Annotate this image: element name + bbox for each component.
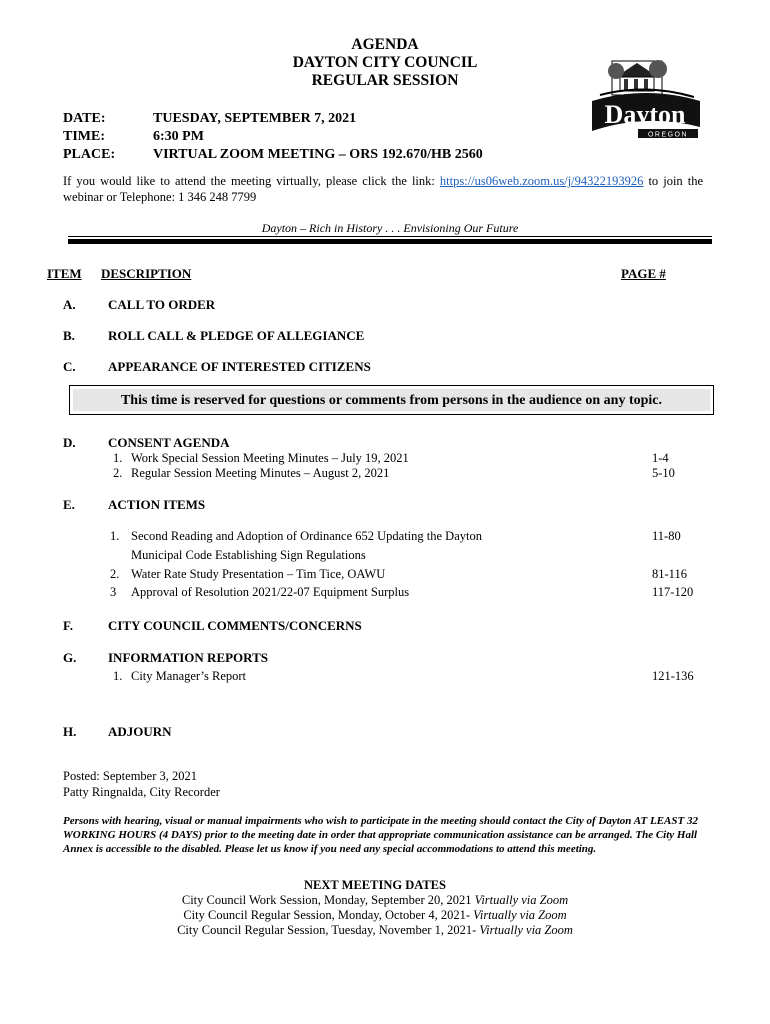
list-item-number: 2. (113, 466, 123, 480)
dayton-logo (590, 55, 702, 141)
time-value: 6:30 PM (153, 129, 204, 144)
meeting-description: City Council Regular Session, Tuesday, November 1, 2021- (177, 923, 480, 937)
citizens-note-box (69, 385, 714, 415)
meeting-line (0, 893, 750, 908)
item-letter: H. (63, 724, 77, 739)
page-ref: 81-116 (652, 567, 687, 581)
column-page: PAGE # (621, 266, 666, 281)
intro-phone: to join the webinar or Telephone: 1 346 248 7799 (63, 174, 703, 204)
meeting-mode: Virtually via Zoom (473, 908, 567, 922)
next-meetings-heading: NEXT MEETING DATES (304, 878, 446, 892)
item-consent-agenda: CONSENT AGENDA (108, 435, 230, 450)
zoom-instructions (63, 173, 703, 205)
time-label: TIME: (63, 129, 105, 144)
list-item-number: 3 (110, 585, 117, 599)
title-line-2: DAYTON CITY COUNCIL (292, 54, 478, 71)
list-item-number: 1. (113, 669, 123, 683)
meeting-line (0, 923, 750, 938)
list-item: Work Special Session Meeting Minutes – July 19, 2021 (131, 451, 409, 465)
item-action-items: ACTION ITEMS (108, 497, 206, 512)
posted-block (63, 768, 220, 800)
list-item: Water Rate Study Presentation – Tim Tice, OAWU (131, 567, 386, 581)
meeting-description: City Council Regular Session, Monday, October 4, 2021- (183, 908, 474, 922)
place-value: VIRTUAL ZOOM MEETING – ORS 192.670/HB 2560 (153, 147, 483, 162)
list-item-continued: Municipal Code Establishing Sign Regulations (131, 548, 366, 562)
item-letter: A. (63, 297, 76, 312)
page-ref: 117-120 (652, 585, 694, 599)
list-item-number: 1. (110, 529, 120, 543)
item-adjourn: ADJOURN (108, 724, 172, 739)
column-description: DESCRIPTION (101, 266, 192, 281)
accessibility-notice: Persons with hearing, visual or manual impairments who wish to participate in the meeting should contact the City of Dayton AT LEAST 32 WORKING HOURS (4 DAYS) prior to the meeting date in order that appropriate communication assistance can be arranged. The City Hall Annex is accessible to the disabled. Please let us know if you need any special accommodations to attend this meeting. (63, 815, 698, 855)
column-item: ITEM (47, 266, 82, 281)
date-label: DATE: (63, 111, 106, 126)
list-item: City Manager’s Report (131, 669, 247, 683)
title-line-1: AGENDA (351, 36, 419, 53)
page-ref: 1-4 (652, 451, 669, 465)
meeting-mode: Virtually via Zoom (474, 893, 569, 907)
page-ref: 5-10 (652, 466, 675, 480)
list-item-number: 1. (113, 451, 123, 465)
page-ref: 121-136 (652, 669, 694, 683)
meeting-description: City Council Work Session, Monday, September 20, 2021 (181, 893, 475, 907)
zoom-link[interactable]: https://us06web.zoom.us/j/94322193926 (439, 174, 644, 188)
intro-text: If you would like to attend the meeting virtually, please click the link: (63, 174, 440, 188)
next-meeting-dates (0, 878, 750, 938)
tagline: Dayton – Rich in History . . . Envisioning Our Future (261, 221, 519, 235)
page-ref: 11-80 (652, 529, 681, 543)
place-label: PLACE: (63, 147, 116, 162)
item-letter: F. (63, 618, 73, 633)
item-call-to-order: CALL TO ORDER (108, 297, 216, 312)
item-letter: E. (63, 497, 75, 512)
item-council-comments: CITY COUNCIL COMMENTS/CONCERNS (108, 618, 362, 633)
list-item: Second Reading and Adoption of Ordinance 652 Updating the Dayton (131, 529, 482, 543)
meeting-mode: Virtually via Zoom (479, 923, 573, 937)
date-value: TUESDAY, SEPTEMBER 7, 2021 (153, 111, 357, 126)
posted-date: Posted: September 3, 2021 (63, 769, 198, 783)
list-item: Approval of Resolution 2021/22-07 Equipment Surplus (131, 585, 410, 599)
item-letter: G. (63, 650, 77, 665)
title-line-3: REGULAR SESSION (311, 72, 459, 89)
item-interested-citizens: APPEARANCE OF INTERESTED CITIZENS (108, 359, 371, 374)
item-letter: D. (63, 435, 76, 450)
item-letter: C. (63, 359, 76, 374)
list-item: Regular Session Meeting Minutes – August 2, 2021 (131, 466, 390, 480)
meeting-line (0, 908, 750, 923)
divider-thick (68, 239, 712, 244)
logo-wordmark: Dayton (604, 100, 686, 129)
item-roll-call: ROLL CALL & PLEDGE OF ALLEGIANCE (108, 328, 365, 343)
logo-subtitle: OREGON (647, 131, 689, 139)
item-information-reports: INFORMATION REPORTS (108, 650, 269, 665)
item-letter: B. (63, 328, 75, 343)
citizens-note: This time is reserved for questions or comments from persons in the audience on any topic. (73, 389, 710, 411)
list-item-number: 2. (110, 567, 120, 581)
posted-by: Patty Ringnalda, City Recorder (63, 785, 220, 799)
divider-thin (68, 236, 712, 237)
